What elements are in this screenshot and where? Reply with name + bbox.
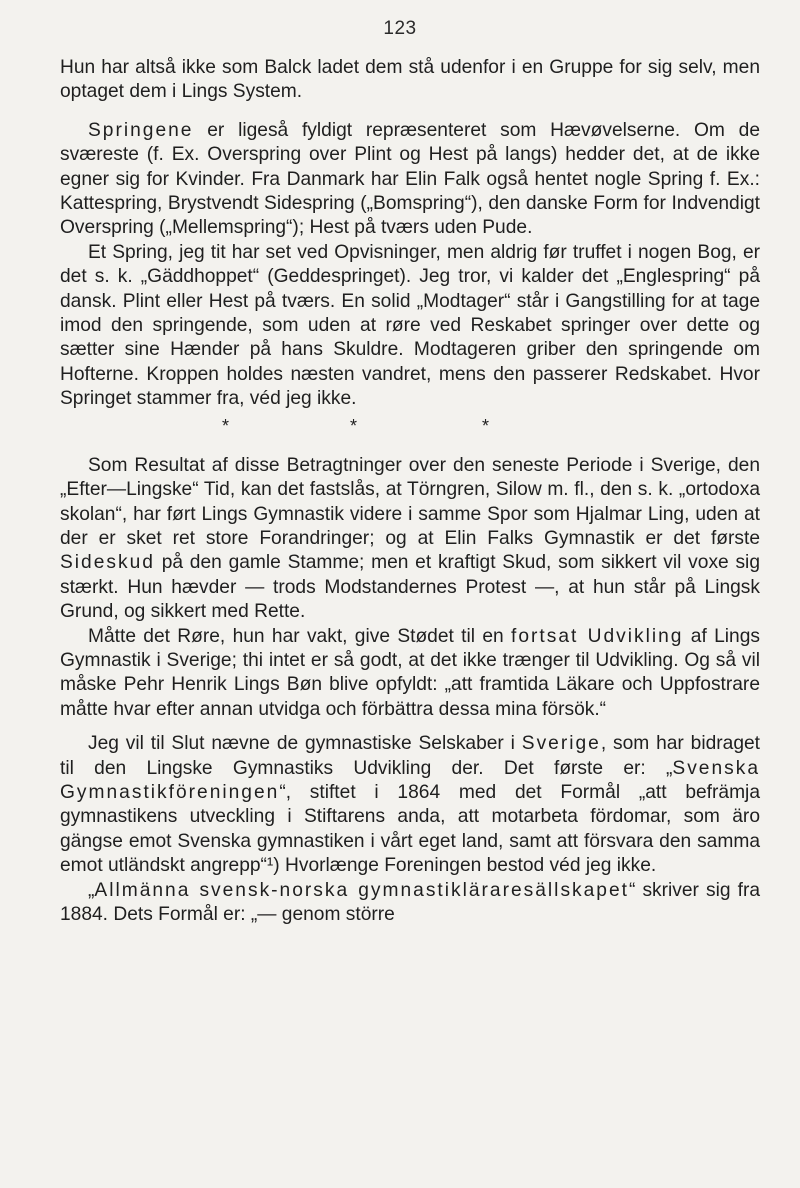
spaced-term: Allmänna svensk-norska gymnastikläraresällskapet: [94, 879, 629, 901]
paragraph-text: , som har bidraget til den Lingske Gymnastiks Udvikling der. Det første er: „: [60, 733, 760, 779]
page-number: 123: [383, 18, 417, 39]
paragraph-text: på den gamle Stamme; men et kraftigt Skud, som sikkert vil voxe sig stærkt. Hun hævder — trods Modstandernes Protest —, at hun står på Lingsk Grund, og sikkert med Rette.: [60, 552, 760, 623]
paragraph-text: “ skriver sig fra 1884. Dets Formål er: „— genom större: [60, 879, 761, 925]
paragraph-text: er ligeså fyldigt repræsenteret som Hævøvelserne. Om de sværeste (f. Ex. Overspring over Plint og Hest på langs) hedder det, at de ikke egner sig for Kvinder. Fra Danmark har Elin Falk også hentet nogle Spring f. Ex.: Kattespring, Brystvendt Sidespring („Bomspring“), den danske Form for Indvendigt Overspring („Mellemspring“); Hest på tværs uden Pude.: [60, 119, 760, 239]
paragraph-text: Som Resultat af disse Betragtninger over den seneste Periode i Sverige, den „Efter—Lingske“ Tid, kan det fastslås, at Törngren, Silow m. fl., den s. k. „ortodoxa skolan“, har ført Lings Gymnastik videre i samme Spor som Hjalmar Ling, uden at der er sket ret store Forandringer; og at Elin Falks Gymnastik er det første: [60, 454, 760, 549]
asterisk-3: *: [482, 415, 490, 436]
spaced-term: Springene: [88, 119, 194, 141]
paragraph-5: [60, 625, 760, 723]
body-text: [60, 56, 760, 927]
spaced-term: Sverige: [521, 733, 601, 755]
paragraph-1: Hun har altså ikke som Balck ladet dem stå udenfor i en Gruppe for sig selv, men optaget dem i Lings System.: [60, 57, 760, 103]
spaced-term: fortsat Udvikling: [511, 625, 684, 647]
paragraph-text: Måtte det Røre, hun har vakt, give Stødet til en: [88, 625, 511, 647]
spaced-term: Sideskud: [60, 552, 155, 574]
paragraph-text: af Lings Gymnastik i Sverige; thi intet er så godt, at det ikke trænger til Udvikling. Og så vil måske Pehr Henrik Lings Bøn blive opfyldt: „att framtida Läkare och Uppfostrare måtte hvar efter annan utvidga och förbättra dessa mina försök.“: [60, 625, 760, 720]
asterisk-1: *: [222, 415, 230, 436]
paragraph-4: [60, 454, 760, 625]
paragraph-3: Et Spring, jeg tit har set ved Opvisninger, men aldrig før truffet i nogen Bog, er det s. k. „Gäddhoppet“ (Geddespringet). Jeg tror, vi kalder det „Englespring“ på dansk. Plint eller Hest på tværs. En solid „Modtager“ står i Gangstilling for at tage imod den springende, som uden at røre ved Reskabet springer over dette og sætter sine Hænder på hans Skuldre. Modtageren griber den springende om Hofterne. Kroppen holdes næsten vandret, mens den passerer Redskabet. Hvor Springet stammer fra, véd jeg ikke.: [60, 241, 760, 410]
paragraph-7: [60, 879, 760, 928]
section-separator: [60, 414, 760, 438]
paragraph-text: „: [88, 879, 95, 901]
paragraph-6: [60, 732, 760, 878]
paragraph-text: Jeg vil til Slut nævne de gymnastiske Selskaber i: [88, 733, 522, 755]
paragraph-2: [60, 119, 760, 241]
spaced-term: Svenska Gymnastikföreningen: [60, 757, 760, 803]
paragraph-text: “, stiftet i 1864 med det Formål „att befrämja gymnastikens utveckling i Stiftarens anda, att motarbeta fördomar, som äro gängse emot Svenska gymnastiken i vårt eget land, samt att försvara den samma emot utländskt angrepp“¹) Hvorlænge Foreningen bestod véd jeg ikke.: [60, 781, 760, 877]
asterisk-2: *: [350, 415, 358, 436]
